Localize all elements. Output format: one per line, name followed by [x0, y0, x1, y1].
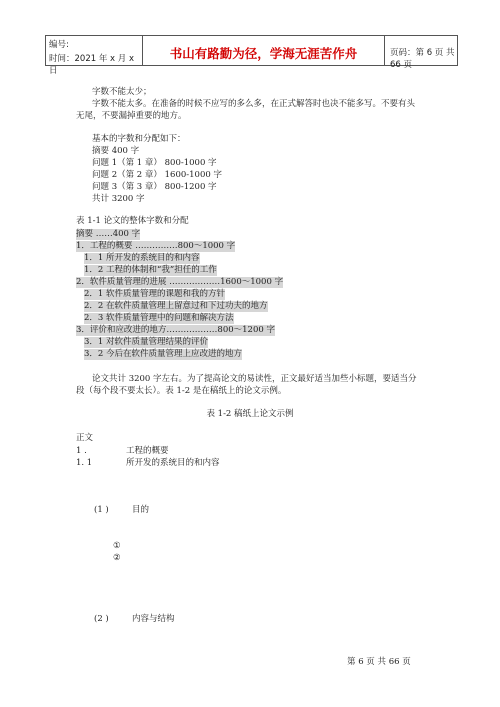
table-caption: 表 1-2 稿纸上论文示例: [206, 409, 294, 419]
motto: 书山有路勤为径，学海无涯苦作舟: [169, 46, 358, 61]
example-number: (1 ): [94, 505, 109, 515]
toc-line: 3．1 对软件质量管理结果的评价: [84, 337, 209, 347]
paragraph-line: 字数不能太多。在准备的时候不应写的多么多，在正式解答时也决不能多写。不要有头: [92, 99, 416, 109]
example-text: 所开发的系统目的和内容: [126, 458, 220, 468]
wordcount-item: 问题 2（第 2 章） 1600-1000 字: [92, 170, 222, 180]
wordcount-title: 基本的字数和分配如下：: [92, 134, 186, 144]
toc-line: 摘要 ……400 字: [76, 229, 141, 239]
wordcount-item: 摘要 400 字: [92, 146, 140, 156]
circled-number: ①: [113, 541, 121, 551]
table-caption: 表 1-1 论文的整体字数和分配: [76, 216, 189, 226]
example-text: 内容与结构: [132, 614, 175, 624]
circled-number: ②: [113, 553, 121, 563]
number-label: 编号:: [49, 40, 69, 50]
example-number: 1. 1: [76, 458, 93, 468]
header-meta-cell: [46, 36, 143, 76]
example-number: 1 .: [76, 446, 87, 456]
toc-line: 1．2 工程的体制和“我”担任的工作: [84, 265, 217, 275]
toc-line: 2．3 软件质量管理中的问题和解决方法: [84, 313, 234, 323]
example-heading: 正文: [76, 433, 94, 443]
toc-line: 3．评价和应改进的地方………………800～1200 字: [76, 325, 275, 335]
example-number: (2 ): [94, 614, 109, 624]
wordcount-item: 问题 1（第 1 章） 800-1000 字: [92, 158, 217, 168]
toc-line: 3．2 今后在软件质量管理上应改进的地方: [84, 349, 243, 359]
wordcount-item: 共计 3200 字: [92, 194, 145, 204]
page-label: 页码：第 6 页 共 66 页: [390, 48, 455, 70]
toc-line: 2．1 软件质量管理的课题和我的方针: [84, 289, 226, 299]
toc-line: 2．软件质量管理的进展 ………………1600～1000 字: [76, 277, 284, 287]
header-page-cell: [385, 36, 457, 70]
paragraph-line: 无尾，不要漏掉重要的地方。: [76, 111, 187, 121]
paragraph-line: 段（每个段不要太长）。表 1-2 是在稿纸上的论文示例。: [76, 386, 287, 396]
page-footer: 第 6 页 共 66 页: [347, 657, 411, 667]
page-header: [45, 35, 458, 76]
time-label: 时间：2021 年 x 月 x 日: [49, 54, 135, 76]
toc-line: 1．工程的概要 ……………800～1000 字: [76, 241, 236, 251]
paragraph-line: 论文共计 3200 字左右。为了提高论文的易读性，正文最好适当加些小标题，要适当分: [92, 374, 417, 384]
example-text: 工程的概要: [126, 446, 169, 456]
toc-line: 2．2 在软件质量管理上留意过和下过功夫的地方: [84, 301, 268, 311]
example-text: 目的: [132, 505, 150, 515]
wordcount-item: 问题 3（第 3 章） 800-1200 字: [92, 182, 217, 192]
header-motto-cell: [143, 36, 385, 65]
toc-line: 1．1 所开发的系统目的和内容: [84, 253, 200, 263]
paragraph-line: 字数不能太少；: [92, 87, 152, 97]
